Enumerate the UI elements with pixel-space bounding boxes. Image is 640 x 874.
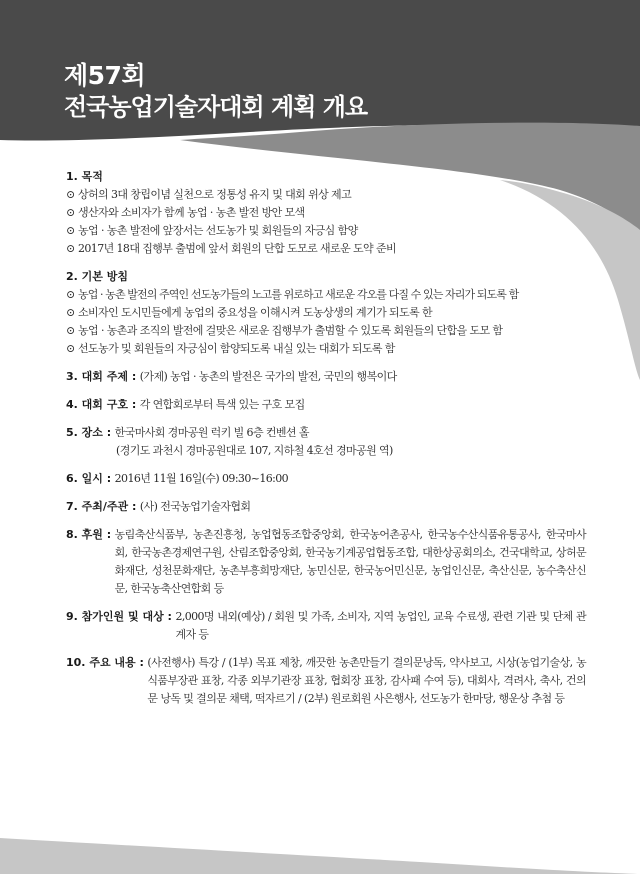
circle-dot-bullet-icon: ⊙	[66, 242, 75, 255]
list-item: ⊙ 농업 · 농촌 발전의 주역인 선도농가들의 노고를 위로하고 새로운 각오를 다질 수 있는 자리가 되도록 함	[66, 286, 586, 304]
title-block	[64, 62, 367, 122]
circle-dot-bullet-icon: ⊙	[66, 324, 75, 337]
circle-dot-bullet-icon: ⊙	[66, 206, 75, 219]
section-purpose	[66, 168, 586, 258]
list-item: ⊙ 선도농가 및 회원들의 자긍심이 함양되도록 내실 있는 대회가 되도록 함	[66, 340, 586, 358]
section-participants	[66, 608, 586, 644]
list-item: ⊙ 농업 · 농촌과 조직의 발전에 걸맞은 새로운 집행부가 출범할 수 있도록 회원들의 단합을 도모 함	[66, 322, 586, 340]
section-date	[66, 470, 586, 488]
host-value: (사) 전국농업기술자협회	[139, 500, 251, 513]
list-item: ⊙ 농업 · 농촌 발전에 앞장서는 선도농가 및 회원들의 자긍심 함양	[66, 222, 586, 240]
section-heading: 7. 주최/주관 :	[66, 500, 137, 513]
list-item: ⊙ 상허의 3대 창립이념 실천으로 정통성 유지 및 대회 위상 제고	[66, 186, 586, 204]
circle-dot-bullet-icon: ⊙	[66, 288, 75, 301]
venue-address: (경기도 과천시 경마공원대로 107, 지하철 4호선 경마공원 역)	[116, 444, 393, 457]
document-body	[66, 168, 586, 718]
section-heading: 10. 주요 내용 :	[66, 656, 144, 669]
list-item: ⊙ 소비자인 도시민들에게 농업의 중요성을 이해시켜 도농상생의 계기가 되도록 한	[66, 304, 586, 322]
venue-value: 한국마사회 경마공원 럭키 빌 6층 컨벤션 홀	[114, 426, 309, 439]
circle-dot-bullet-icon: ⊙	[66, 188, 75, 201]
list-item: ⊙ 2017년 18대 집행부 출범에 앞서 회원의 단합 도모로 새로운 도약 준비	[66, 240, 586, 258]
section-heading: 2. 기본 방침	[66, 270, 128, 283]
section-host	[66, 498, 586, 516]
date-value: 2016년 11월 16일(수) 09:30~16:00	[114, 472, 289, 485]
section-sponsors	[66, 526, 586, 598]
circle-dot-bullet-icon: ⊙	[66, 342, 75, 355]
section-heading: 5. 장소 :	[66, 426, 112, 439]
section-program	[66, 654, 586, 708]
section-heading: 6. 일시 :	[66, 472, 112, 485]
program-value: (사전행사) 특강 / (1부) 목표 제창, 깨끗한 농촌만들기 결의문낭독, 약사보고, 시상(농업기술상, 농식품부장관 표창, 각종 외부기관장 표창, 협회장 표창, 감사패 수여 등), 대회사, 격려사, 축사, 건의문 낭독 및 결의문 채택, 떡자르기 / (2부) 원로회원 사은행사, 선도농가 한마당, 행운상 추첨 등	[147, 656, 586, 705]
participants-value: 2,000명 내외(예상) / 회원 및 가족, 소비자, 지역 농업인, 교육 수료생, 관련 기관 및 단체 관계자 등	[175, 610, 586, 641]
slogan-value: 각 연합회로부터 특색 있는 구호 모집	[139, 398, 305, 411]
list-item: ⊙ 생산자와 소비자가 함께 농업 · 농촌 발전 방안 모색	[66, 204, 586, 222]
section-heading: 9. 참가인원 및 대상 :	[66, 610, 172, 623]
sponsors-value: 농림축산식품부, 농촌진흥청, 농업협동조합중앙회, 한국농어촌공사, 한국농수산식품유통공사, 한국마사회, 한국농촌경제연구원, 산림조합중앙회, 한국농기계공업협동조합, 대한상공회의소, 건국대학교, 상허문화재단, 성천문화재단, 농촌부흥희망재단, 농민신문, 한국농어민신문, 농업인신문, 축산신문, 농수축산신문, 한국농축산연합회 등	[114, 528, 586, 595]
section-venue	[66, 424, 586, 460]
circle-dot-bullet-icon: ⊙	[66, 306, 75, 319]
title-edition: 제57회	[64, 61, 146, 90]
theme-value: (가제) 농업 · 농촌의 발전은 국가의 발전, 국민의 행복이다	[139, 370, 397, 383]
section-theme	[66, 368, 586, 386]
circle-dot-bullet-icon: ⊙	[66, 224, 75, 237]
section-heading: 1. 목적	[66, 170, 103, 183]
section-policy	[66, 268, 586, 358]
section-slogan	[66, 396, 586, 414]
section-heading: 3. 대회 주제 :	[66, 370, 137, 383]
page-title: 전국농업기술자대회 계획 개요	[64, 93, 368, 121]
section-heading: 4. 대회 구호 :	[66, 398, 137, 411]
section-heading: 8. 후원 :	[66, 528, 112, 541]
